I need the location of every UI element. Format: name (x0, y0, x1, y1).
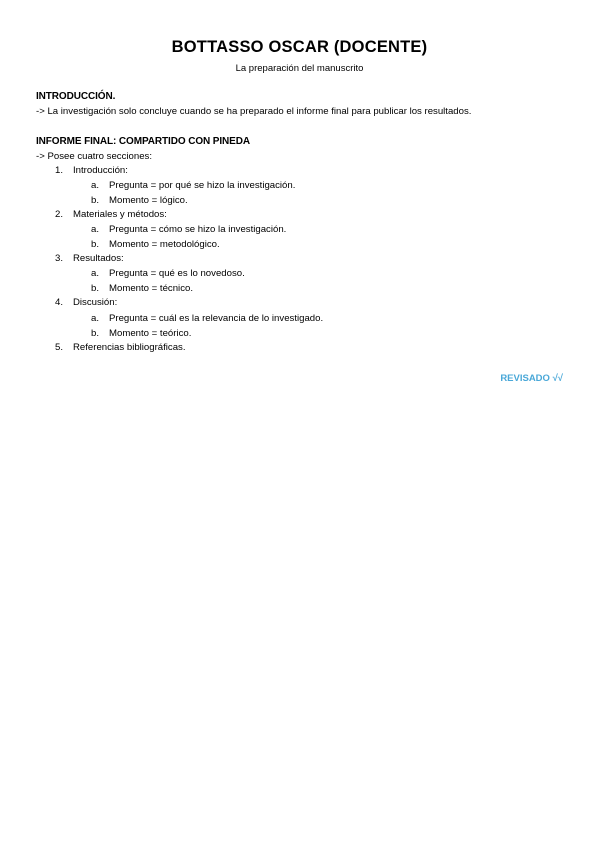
list-item (0, 165, 599, 178)
sub-list-item (0, 224, 599, 237)
sub-list-text: Momento = teórico. (109, 328, 192, 339)
sub-list-item (0, 180, 599, 193)
list-item (0, 209, 599, 222)
list-number: 3. (55, 253, 64, 264)
sub-list-text: Momento = técnico. (109, 283, 193, 294)
page-subtitle: La preparación del manuscrito (235, 63, 364, 74)
list-number: 2. (55, 209, 64, 220)
sub-list-letter: b. (91, 328, 100, 339)
list-item-label: Introducción: (73, 165, 128, 176)
list-item-label: Discusión: (73, 297, 118, 308)
sub-list-item (0, 328, 599, 341)
intro-heading: INTRODUCCIÓN. (36, 91, 116, 102)
page-title: BOTTASSO OSCAR (DOCENTE) (171, 38, 428, 56)
sub-list-item (0, 239, 599, 252)
sub-list-letter: b. (91, 283, 100, 294)
sub-list-item (0, 283, 599, 296)
sub-list-letter: a. (91, 180, 100, 191)
sub-list-letter: a. (91, 224, 100, 235)
list-number: 1. (55, 165, 64, 176)
sub-list-letter: b. (91, 195, 100, 206)
list-number: 5. (55, 342, 64, 353)
revisado-stamp: REVISADO √√ (500, 373, 563, 384)
sub-list-item (0, 195, 599, 208)
sub-list-letter: b. (91, 239, 100, 250)
sub-list-text: Momento = lógico. (109, 195, 188, 206)
list-number: 4. (55, 297, 64, 308)
informe-heading: INFORME FINAL: COMPARTIDO CON PINEDA (36, 136, 250, 147)
list-item-label: Materiales y métodos: (73, 209, 167, 220)
sub-list-item (0, 268, 599, 281)
sub-list-text: Pregunta = por qué se hizo la investigación. (109, 180, 296, 191)
list-item (0, 297, 599, 310)
sub-list-letter: a. (91, 268, 100, 279)
informe-lead: -> Posee cuatro secciones: (36, 151, 152, 162)
sub-list-letter: a. (91, 313, 100, 324)
sub-list-item (0, 313, 599, 326)
list-item-label: Resultados: (73, 253, 124, 264)
sub-list-text: Pregunta = cuál es la relevancia de lo investigado. (109, 313, 324, 324)
sub-list-text: Pregunta = qué es lo novedoso. (109, 268, 245, 279)
list-item (0, 342, 599, 355)
sub-list-text: Pregunta = cómo se hizo la investigación. (109, 224, 287, 235)
list-item (0, 253, 599, 266)
sub-list-text: Momento = metodológico. (109, 239, 220, 250)
list-item-label: Referencias bibliográficas. (73, 342, 186, 353)
intro-text: -> La investigación solo concluye cuando se ha preparado el informe final para publicar los resultados. (36, 106, 472, 117)
